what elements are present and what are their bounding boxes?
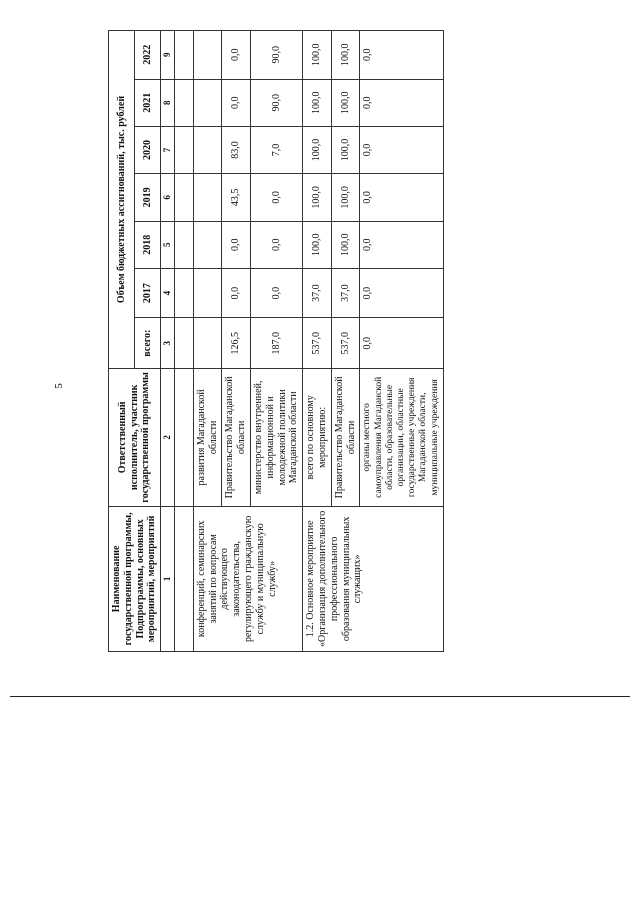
header-name-column: Наименование государственной программы, Подпрограммы, основных мероприятий, мероприятий	[109, 506, 161, 651]
column-index: 6	[161, 174, 175, 221]
value-total: 537,0	[331, 318, 360, 369]
column-index: 8	[161, 79, 175, 126]
value-cell: 0,0	[250, 268, 302, 318]
value-cell: 100,0	[303, 126, 332, 173]
header-year: 2021	[135, 79, 161, 126]
header-budget-group: Объем бюджетных ассигнований, тыс. рублей	[109, 31, 135, 369]
rotated-page-content	[108, 30, 488, 652]
horizontal-rule	[10, 696, 630, 697]
value-cell	[193, 268, 222, 318]
header-row	[109, 31, 135, 652]
column-index: 2	[161, 368, 175, 506]
value-total: 0,0	[360, 318, 443, 369]
column-index: 3	[161, 318, 175, 369]
executor: развития Магаданской области	[193, 368, 222, 506]
activity-name: конференций, семинарских занятий по вопросам действующего законодательства, регулирующего гражданскую службу и муниципальную службу»	[193, 506, 302, 651]
value-cell: 100,0	[303, 174, 332, 221]
value-cell: 0,0	[360, 174, 443, 221]
header-total: всего:	[135, 318, 161, 369]
column-index: 9	[161, 31, 175, 80]
value-cell	[193, 126, 222, 173]
value-cell: 83,0	[222, 126, 251, 173]
page-number: 5	[52, 383, 65, 389]
value-cell: 37,0	[331, 268, 360, 318]
value-total: 187,0	[250, 318, 302, 369]
value-cell: 0,0	[360, 268, 443, 318]
value-cell: 0,0	[222, 221, 251, 268]
value-cell: 0,0	[360, 126, 443, 173]
executor: министерство внутренней, информационной и молодежной политики Магаданской области	[250, 368, 302, 506]
header-executor-column: Ответственный исполнитель, участник государственной программы	[109, 368, 161, 506]
value-cell: 0,0	[250, 221, 302, 268]
spacer-row	[174, 31, 193, 652]
column-index: 1	[161, 506, 175, 651]
executor: всего по основному мероприятию:	[303, 368, 332, 506]
value-cell: 100,0	[303, 31, 332, 80]
value-cell: 90,0	[250, 79, 302, 126]
value-cell	[193, 174, 222, 221]
value-cell	[193, 79, 222, 126]
value-cell: 90,0	[250, 31, 302, 80]
value-total	[193, 318, 222, 369]
value-cell: 100,0	[303, 221, 332, 268]
value-total: 537,0	[303, 318, 332, 369]
executor: органы местного самоуправления Магаданской области, образовательные организации, областные государственные учреждения Магаданской области, муниципальные учреждения	[360, 368, 443, 506]
value-cell: 0,0	[222, 31, 251, 80]
value-cell: 0,0	[250, 174, 302, 221]
budget-table	[108, 30, 444, 652]
value-cell: 100,0	[331, 126, 360, 173]
value-cell	[193, 221, 222, 268]
value-cell: 100,0	[331, 221, 360, 268]
table-row	[193, 31, 222, 652]
table-frame	[108, 30, 488, 652]
table-row	[303, 31, 332, 652]
executor: Правительство Магаданской области	[222, 368, 251, 506]
value-cell: 100,0	[331, 31, 360, 80]
header-year: 2019	[135, 174, 161, 221]
activity-name: 1.2. Основное мероприятие «Организация дополнительного профессионального образования муниципальных служащих»	[303, 506, 444, 651]
value-cell: 0,0	[360, 79, 443, 126]
value-cell: 43,5	[222, 174, 251, 221]
header-year: 2022	[135, 31, 161, 80]
value-total: 126,5	[222, 318, 251, 369]
executor: Правительство Магаданской области	[331, 368, 360, 506]
column-index-row	[161, 31, 175, 652]
value-cell: 7,0	[250, 126, 302, 173]
header-year: 2020	[135, 126, 161, 173]
value-cell: 100,0	[331, 174, 360, 221]
value-cell: 0,0	[360, 221, 443, 268]
value-cell: 0,0	[222, 79, 251, 126]
header-year: 2017	[135, 268, 161, 318]
value-cell: 100,0	[303, 79, 332, 126]
header-year: 2018	[135, 221, 161, 268]
value-cell	[193, 31, 222, 80]
value-cell: 0,0	[360, 31, 443, 80]
value-cell: 0,0	[222, 268, 251, 318]
column-index: 7	[161, 126, 175, 173]
column-index: 5	[161, 221, 175, 268]
value-cell: 37,0	[303, 268, 332, 318]
column-index: 4	[161, 268, 175, 318]
value-cell: 100,0	[331, 79, 360, 126]
